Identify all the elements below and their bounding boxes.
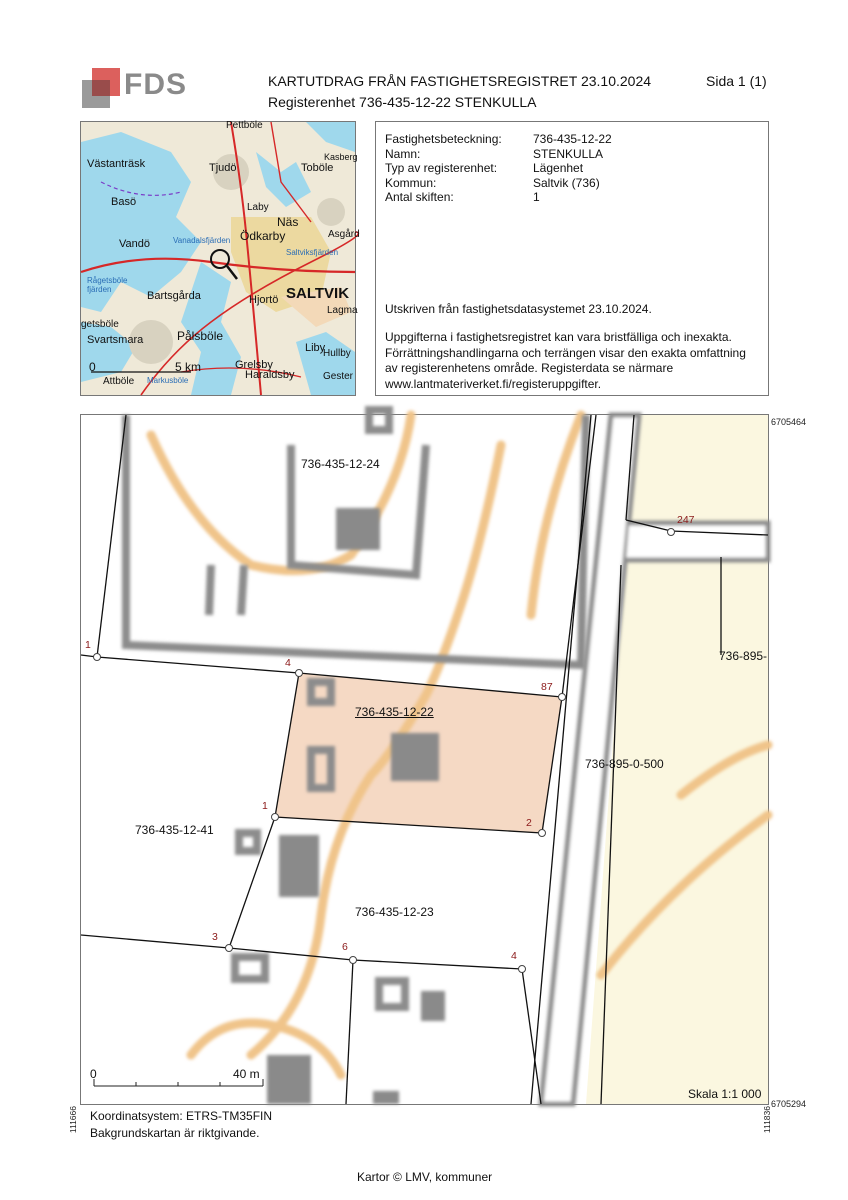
info-value: 736-435-12-22	[533, 132, 612, 146]
logo-text: FDS	[124, 68, 187, 101]
page-number: Sida 1 (1)	[706, 73, 767, 89]
info-key: Fastighetsbeteckning:	[385, 132, 502, 146]
crs-text: Koordinatsystem: ETRS-TM35FIN	[90, 1109, 273, 1123]
coord-left: 111666	[68, 1106, 78, 1134]
point-number: 87	[541, 681, 553, 693]
place-name: Toböle	[301, 162, 334, 174]
info-key: Kommun:	[385, 175, 437, 190]
info-key: Typ av registerenhet:	[385, 161, 498, 176]
info-row	[385, 147, 612, 162]
place-name: Rågetsböle fjärden	[87, 276, 128, 294]
main-map	[80, 414, 769, 1105]
place-name: Saltviksfjärden	[286, 248, 339, 257]
place-name: Lagma	[327, 305, 358, 316]
scalebar-zero: 0	[90, 1067, 97, 1081]
place-name: Haraldsby	[245, 369, 295, 381]
disclaimer-line: Förrättningshandlingarna och terrängen visar den exakta omfattning	[385, 345, 746, 360]
page-subtitle: Registerenhet 736-435-12-22 STENKULLA	[268, 94, 537, 110]
place-name: Västanträsk	[87, 158, 146, 170]
place-name: getsböle	[81, 319, 119, 330]
place-name: Attböle	[103, 376, 135, 387]
place-name: Markusböle	[147, 376, 189, 385]
place-name: Vanadalsfjärden	[173, 236, 231, 245]
place-name: Vandö	[119, 238, 150, 250]
place-name: Basö	[111, 196, 137, 208]
place-name: Pålsböle	[177, 329, 224, 343]
place-name: Kasberg	[324, 152, 358, 162]
disclaimer	[385, 330, 765, 392]
parcel-label-24: 736-435-12-24	[301, 457, 380, 471]
parcel-label-22: 736-435-12-22	[355, 705, 434, 719]
point-number: 6	[342, 941, 348, 953]
point-number: 3	[212, 931, 218, 943]
overview-scale-zero: 0	[89, 360, 96, 374]
place-name: Tjudö	[209, 162, 237, 174]
info-table	[385, 132, 612, 205]
page-title: KARTUTDRAG FRÅN FASTIGHETSREGISTRET 23.10.2024	[268, 73, 652, 89]
map-scale: Skala 1:1 000	[688, 1087, 762, 1101]
disclaimer-line: Uppgifterna i fastighetsregistret kan vara bristfälliga och inexakta.	[385, 330, 732, 344]
info-value: STENKULLA	[533, 146, 604, 161]
point-number: 4	[285, 657, 291, 669]
place-name: Svartsmara	[87, 334, 144, 346]
point-number: 4	[511, 950, 517, 962]
east-parcel-label: 736-895-	[719, 649, 768, 663]
info-row	[385, 190, 612, 205]
place-name: Asgård	[328, 229, 360, 240]
overview-map	[80, 120, 360, 396]
scalebar-label: 40 m	[233, 1067, 260, 1081]
place-name: Liby	[305, 342, 326, 354]
disclaimer-line: www.lantmateriverket.fi/registeruppgifter.	[385, 376, 602, 391]
coord-bottom-right: 6705294	[771, 1099, 807, 1109]
point-number: 1	[262, 800, 268, 812]
coord-top-right: 6705464	[771, 417, 807, 427]
place-name: Hullby	[323, 348, 351, 359]
info-key: Namn:	[385, 146, 421, 161]
info-row	[385, 161, 612, 176]
cadastral-map-graphic	[81, 415, 768, 1104]
coord-right: 111836	[762, 1106, 772, 1134]
point-number: 247	[677, 514, 695, 526]
place-name: Bartsgårda	[147, 290, 201, 302]
overview-scale-label: 5 km	[175, 360, 202, 374]
point-number: 1	[85, 639, 91, 651]
credit: Kartor © LMV, kommuner	[357, 1170, 493, 1184]
parcel-label-23: 736-435-12-23	[355, 905, 434, 919]
place-name: Grelsby	[235, 359, 273, 371]
place-name: SALTVIK	[286, 285, 350, 302]
place-name: Pettböle	[226, 120, 263, 131]
point-number: 2	[526, 817, 532, 829]
parcel-label-41: 736-435-12-41	[135, 823, 214, 837]
place-name: Gester	[323, 371, 354, 382]
info-row	[385, 132, 612, 147]
info-row	[385, 176, 612, 191]
printed-note: Utskriven från fastighetsdatasystemet 23.10.2024.	[385, 302, 652, 316]
background-note: Bakgrundskartan är riktgivande.	[90, 1126, 260, 1140]
logo-mark-icon	[80, 66, 124, 110]
disclaimer-line: av registerenhetens område. Registerdata se närmare	[385, 361, 674, 376]
info-panel	[375, 121, 769, 396]
place-name: Hjortö	[249, 294, 279, 306]
info-key: Antal skiften:	[385, 190, 454, 205]
place-name: Näs	[277, 215, 299, 229]
info-value: 1	[533, 190, 540, 205]
place-name: Ödkarby	[240, 229, 286, 243]
road-label: 736-895-0-500	[585, 757, 664, 771]
fds-logo	[80, 66, 190, 110]
place-name: Laby	[247, 202, 269, 213]
info-value: Lägenhet	[533, 161, 584, 176]
info-value: Saltvik (736)	[533, 175, 600, 190]
